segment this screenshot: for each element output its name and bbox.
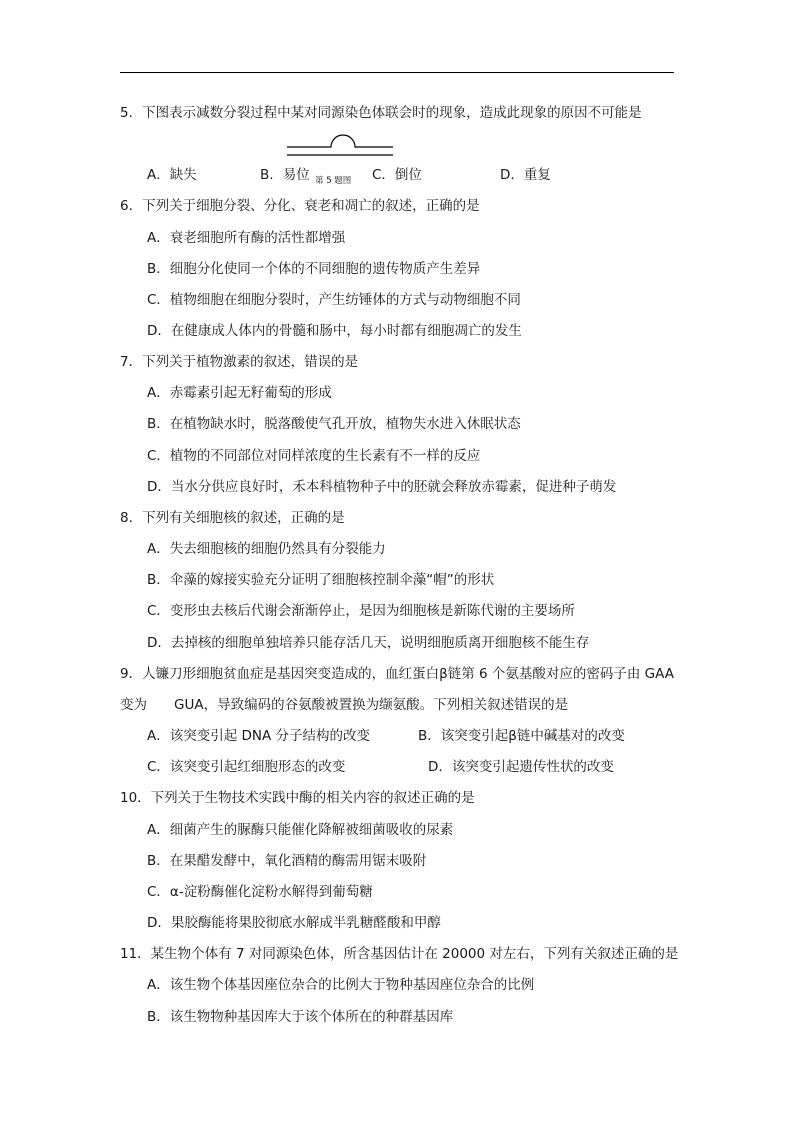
question-8-stem: 8．下列有关细胞核的叙述，正确的是 (120, 510, 345, 526)
question-11-stem: 11．某生物个体有 7 对同源染色体，所含基因估计在 20000 对左右，下列有关叙述正确的是 (120, 946, 679, 962)
question-8-option-b: B．伞藻的嫁接实验充分证明了细胞核控制伞藻“帽”的形状 (147, 572, 495, 588)
question-7-option-c: C．植物的不同部位对同样浓度的生长素有不一样的反应 (147, 448, 481, 464)
question-9-stem-line-2: 变为 GUA，导致编码的谷氨酸被置换为缬氨酸。下列相关叙述错误的是 (120, 697, 569, 713)
question-7-option-b: B．在植物缺水时，脱落酸使气孔开放，植物失水进入休眠状态 (147, 416, 521, 432)
question-9-option-b: B．该突变引起β链中碱基对的改变 (418, 728, 625, 744)
question-7-option-a: A．赤霉素引起无籽葡萄的形成 (147, 385, 332, 401)
question-11-option-b: B．该生物物种基因库大于该个体所在的种群基因库 (147, 1009, 454, 1025)
question-6-option-c: C．植物细胞在细胞分裂时，产生纺锤体的方式与动物细胞不同 (147, 292, 521, 308)
question-6-option-a: A．衰老细胞所有酶的活性都增强 (147, 230, 346, 246)
question-5-option-a: A．缺失 (147, 167, 197, 183)
question-8-option-a: A．失去细胞核的细胞仍然具有分裂能力 (147, 541, 386, 557)
homologous-chromosome-loop-figure (287, 130, 393, 164)
question-6-option-b: B．细胞分化使同一个体的不同细胞的遗传物质产生差异 (147, 261, 481, 277)
question-9-option-a: A．该突变引起 DNA 分子结构的改变 (147, 728, 371, 744)
question-10-stem: 10．下列关于生物技术实践中酶的相关内容的叙述正确的是 (120, 790, 475, 806)
question-9-option-d: D．该突变引起遗传性状的改变 (428, 759, 614, 775)
question-7-stem: 7．下列关于植物激素的叙述，错误的是 (120, 354, 359, 370)
question-9-option-c: C．该突变引起红细胞形态的改变 (147, 759, 346, 775)
question-10-option-a: A．细菌产生的脲酶只能催化降解被细菌吸收的尿素 (147, 822, 454, 838)
question-10-option-c: C．α-淀粉酶催化淀粉水解得到葡萄糖 (147, 884, 373, 900)
question-5-option-b: B．易位 (260, 167, 310, 183)
question-5-stem: 5．下图表示减数分裂过程中某对同源染色体联会时的现象，造成此现象的原因不可能是 (120, 105, 642, 121)
question-9-stem: 9．人镰刀形细胞贫血症是基因突变造成的，血红蛋白β链第 6 个氨基酸对应的密码子由 GAA (120, 666, 674, 682)
question-5-option-c: C．倒位 (372, 167, 422, 183)
question-10-option-d: D．果胶酶能将果胶彻底水解成半乳糖醛酸和甲醇 (147, 915, 441, 931)
question-6-stem: 6．下列关于细胞分裂、分化、衰老和凋亡的叙述，正确的是 (120, 198, 480, 214)
question-6-option-d: D．在健康成人体内的骨髓和肠中，每小时都有细胞凋亡的发生 (147, 323, 522, 339)
figure-caption: 第 5 题图 (315, 176, 352, 186)
question-8-option-c: C．变形虫去核后代谢会渐渐停止，是因为细胞核是新陈代谢的主要场所 (147, 603, 575, 619)
question-10-option-b: B．在果醋发酵中，氧化酒精的酶需用锯末吸附 (147, 853, 427, 869)
question-11-option-a: A．该生物个体基因座位杂合的比例大于物种基因座位杂合的比例 (147, 977, 535, 993)
question-5-option-d: D．重复 (500, 167, 551, 183)
question-8-option-d: D．去掉核的细胞单独培养只能存活几天，说明细胞质离开细胞核不能生存 (147, 635, 590, 651)
question-7-option-d: D．当水分供应良好时，禾本科植物种子中的胚就会释放赤霉素，促进种子萌发 (147, 479, 617, 495)
header-rule (120, 72, 674, 73)
